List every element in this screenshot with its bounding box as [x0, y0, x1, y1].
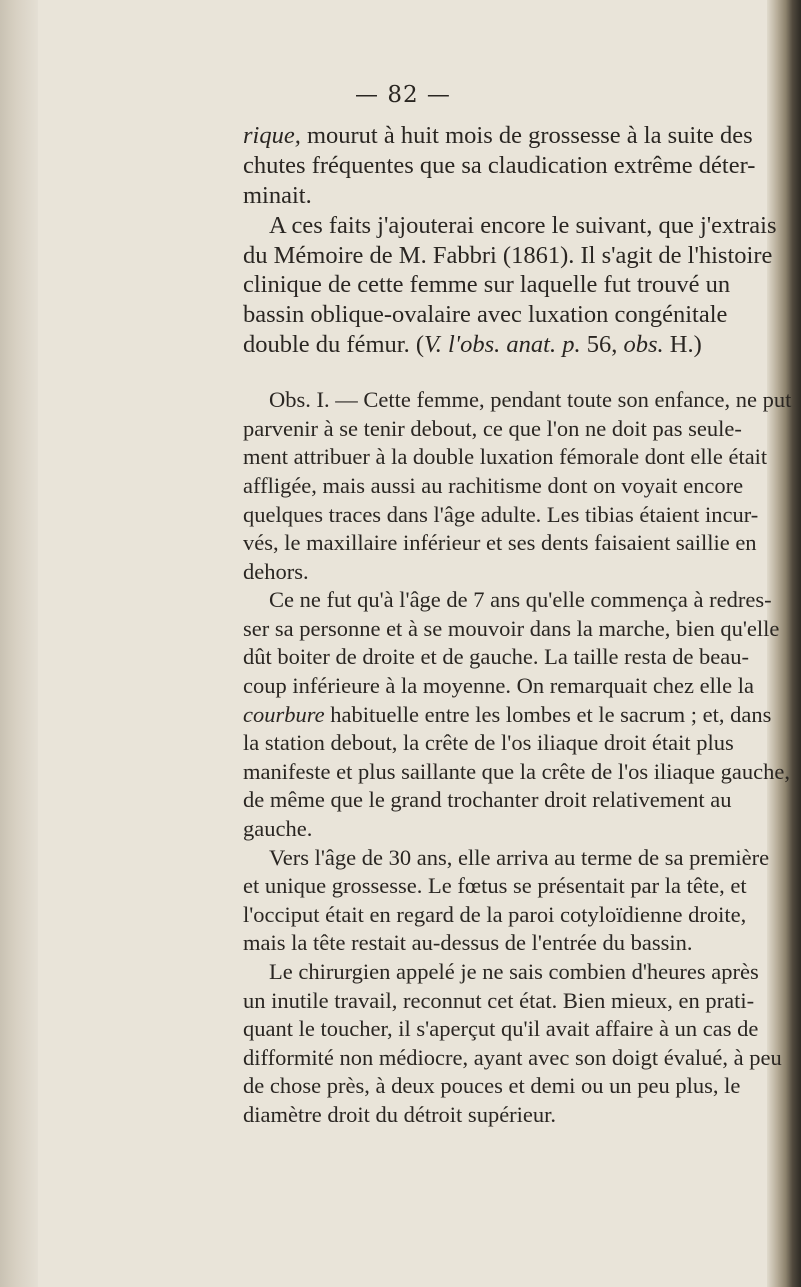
text-segment: parvenir à se tenir debout, ce que l'on ne doit pas seule- — [243, 415, 742, 441]
text-line — [243, 1015, 801, 1044]
paragraph — [243, 844, 801, 958]
text-line — [243, 929, 801, 958]
text-line — [243, 211, 801, 241]
text-segment: quant le toucher, il s'aperçut qu'il avait affaire à un cas de — [243, 1016, 759, 1042]
text-line — [243, 151, 801, 181]
text-segment: H.) — [663, 331, 702, 359]
book-gutter — [0, 0, 38, 1287]
text-line — [243, 330, 801, 360]
italic-text: V. l'obs. anat. p. — [424, 331, 581, 359]
text-line — [243, 529, 801, 558]
page-number: — 82 — — [355, 82, 451, 108]
text-segment: la station debout, la crête de l'os iliaque droit était plus — [243, 730, 734, 756]
text-line — [243, 300, 801, 330]
text-line — [243, 181, 801, 211]
text-line — [243, 1101, 801, 1130]
text-line — [243, 1072, 801, 1101]
text-line — [243, 615, 801, 644]
text-segment: de même que le grand trochanter droit relativement au — [243, 787, 732, 813]
text-line — [243, 270, 801, 300]
text-line — [243, 586, 801, 615]
text-line — [243, 786, 801, 815]
paragraph — [243, 586, 801, 843]
observation-paragraph — [243, 386, 801, 586]
text-line — [243, 1044, 801, 1073]
book-page — [40, 0, 792, 1287]
text-segment: habituelle entre les lombes et le sacrum ; et, dans — [324, 701, 772, 727]
text-line — [243, 701, 801, 730]
text-segment: Le chirurgien appelé je ne sais combien d'heures après — [269, 959, 759, 984]
text-segment: mourut à huit mois de grossesse à la suite des — [300, 122, 753, 149]
text-segment: manifeste et plus saillante que la crête de l'os iliaque gauche, — [243, 758, 790, 784]
text-line — [243, 987, 801, 1016]
text-line — [243, 958, 801, 987]
text-segment: 56, — [580, 331, 624, 359]
text-line — [243, 415, 801, 444]
text-segment: difformité non médiocre, ayant avec son doigt évalué, à peu — [243, 1044, 782, 1070]
text-segment: Ce ne fut qu'à l'âge de 7 ans qu'elle commença à redres- — [269, 587, 772, 613]
text-line — [243, 241, 801, 271]
text-segment: dehors. — [243, 558, 309, 584]
text-segment: un inutile travail, reconnut cet état. Bien mieux, en prati- — [243, 987, 755, 1013]
text-segment: et unique grossesse. Le fœtus se présentait par la tête, et — [243, 873, 747, 899]
text-segment: affligée, mais aussi au rachitisme dont on voyait encore — [243, 472, 744, 498]
text-segment: diamètre droit du détroit supérieur. — [243, 1101, 557, 1127]
paragraph — [243, 958, 801, 1130]
text-segment: Obs. I. — Cette femme, pendant toute son enfance, ne put — [269, 387, 792, 413]
text-segment: vés, le maxillaire inférieur et ses dents faisaient saillie en — [243, 530, 757, 556]
text-segment: minait. — [243, 181, 312, 209]
text-segment: l'occiput était en regard de la paroi cotyloïdienne droite, — [243, 901, 747, 927]
text-segment: mais la tête restait au-dessus de l'entrée du bassin. — [243, 930, 693, 956]
text-line — [243, 901, 801, 930]
text-segment: chutes fréquentes que sa claudication extrême déter- — [243, 151, 756, 179]
text-segment: du Mémoire de M. Fabbri (1861). Il s'agit de l'histoire — [243, 241, 773, 269]
text-segment: coup inférieure à la moyenne. On remarquait chez elle la — [243, 673, 754, 699]
text-line — [243, 729, 801, 758]
text-segment: ment attribuer à la double luxation fémorale dont elle était — [243, 444, 768, 470]
italic-text: courbure — [243, 701, 325, 727]
body-text — [243, 121, 801, 1130]
paragraph — [243, 121, 801, 211]
text-line — [243, 872, 801, 901]
section-gap — [243, 360, 801, 386]
text-segment: Vers l'âge de 30 ans, elle arriva au terme de sa première — [269, 844, 770, 870]
text-segment: bassin oblique-ovalaire avec luxation congénitale — [243, 301, 728, 329]
text-line — [243, 672, 801, 701]
text-line — [243, 643, 801, 672]
text-line — [243, 815, 801, 844]
text-segment: quelques traces dans l'âge adulte. Les tibias étaient incur- — [243, 501, 759, 527]
text-segment: gauche. — [243, 816, 313, 842]
text-line — [243, 121, 801, 151]
text-segment: A ces faits j'ajouterai encore le suivant, que j'extrais — [269, 211, 777, 239]
text-segment: double du fémur. ( — [243, 331, 424, 359]
text-line — [243, 558, 801, 587]
text-segment: ser sa personne et à se mouvoir dans la marche, bien qu'elle — [243, 615, 780, 641]
text-line — [243, 443, 801, 472]
text-line — [243, 386, 801, 415]
text-segment: clinique de cette femme sur laquelle fut trouvé un — [243, 271, 731, 299]
text-line — [243, 758, 801, 787]
text-segment: de chose près, à deux pouces et demi ou un peu plus, le — [243, 1073, 741, 1099]
text-line — [243, 472, 801, 501]
italic-text: rique, — [243, 122, 301, 149]
text-segment: dût boiter de droite et de gauche. La taille resta de beau- — [243, 644, 750, 670]
italic-text: obs. — [623, 331, 664, 359]
text-line — [243, 501, 801, 530]
paragraph — [243, 211, 801, 360]
text-line — [243, 844, 801, 873]
